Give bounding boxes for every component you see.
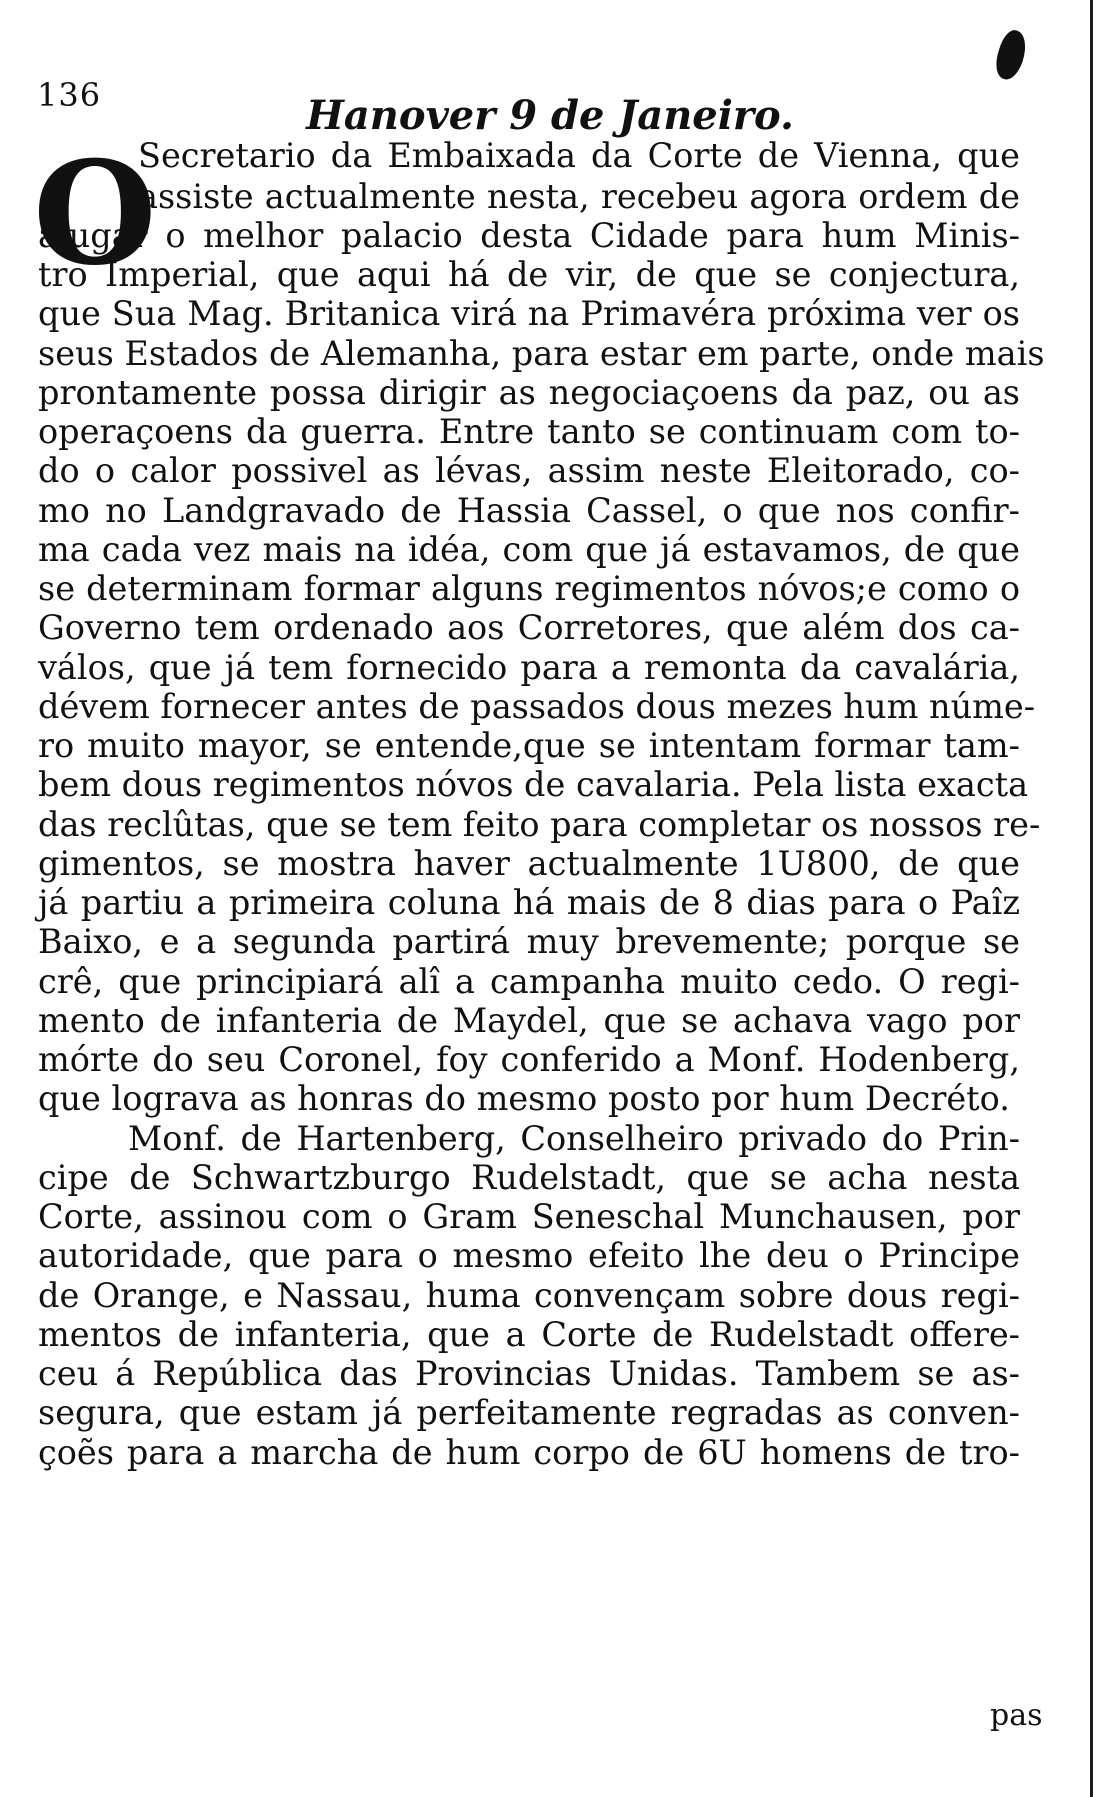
text-line: ma cada vez mais na idéa, com que já estavamos, de que bbox=[38, 530, 1020, 569]
text-line: alugar o melhor palacio desta Cidade para hum Minis- bbox=[38, 216, 1020, 255]
text-line: válos, que já tem fornecido para a remonta da cavalária, bbox=[38, 648, 1020, 687]
drop-cap: O bbox=[33, 131, 157, 297]
ink-blot-mark bbox=[991, 27, 1031, 83]
text-line: segura, que estam já perfeitamente regradas as conven- bbox=[38, 1393, 1020, 1432]
text-line: se determinam formar alguns regimentos nóvos;e como o bbox=[38, 569, 1020, 608]
text-line: ceu á República das Provincias Unidas. Tambem se as- bbox=[38, 1354, 1020, 1393]
text-line: tro Imperial, que aqui há de vir, de que se conjectura, bbox=[38, 255, 1020, 294]
text-line: cipe de Schwartzburgo Rudelstadt, que se acha nesta bbox=[38, 1158, 1020, 1197]
text-line: que Sua Mag. Britanica virá na Primavéra próxima ver os bbox=[38, 294, 1020, 333]
catchword: pas bbox=[990, 1698, 1043, 1733]
text-line: que lograva as honras do mesmo posto por hum Decréto. bbox=[38, 1079, 1010, 1118]
text-line: prontamente possa dirigir as negociaçoens da paz, ou as bbox=[38, 373, 1020, 412]
text-line: operaçoens da guerra. Entre tanto se continuam com to- bbox=[38, 412, 1020, 451]
text-line: mórte do seu Coronel, foy conferido a Monf. Hodenberg, bbox=[38, 1040, 1020, 1079]
page-right-edge bbox=[1090, 0, 1093, 1797]
text-line: Secretario da Embaixada da Corte de Vienna, que bbox=[138, 136, 1020, 175]
text-line: Baixo, e a segunda partirá muy brevemente; porque se bbox=[38, 922, 1020, 961]
text-line: já partiu a primeira coluna há mais de 8 dias para o Paîz bbox=[38, 883, 1020, 922]
text-line: çoẽs para a marcha de hum corpo de 6U homens de tro- bbox=[38, 1433, 1020, 1472]
text-line: das reclûtas, que se tem feito para completar os nossos re- bbox=[38, 805, 1041, 844]
page-number: 136 bbox=[37, 76, 102, 114]
text-line: mentos de infanteria, que a Corte de Rudelstadt offere- bbox=[38, 1315, 1020, 1354]
text-line: mo no Landgravado de Hassia Cassel, o que nos confir- bbox=[38, 491, 1020, 530]
text-line: Monf. de Hartenberg, Conselheiro privado do Prin- bbox=[128, 1119, 1020, 1158]
text-line: Governo tem ordenado aos Corretores, que além dos ca- bbox=[38, 608, 1020, 647]
text-line: crê, que principiará alî a campanha muito cedo. O regi- bbox=[38, 962, 1020, 1001]
text-line: seus Estados de Alemanha, para estar em parte, onde mais bbox=[38, 334, 1045, 373]
text-line: dévem fornecer antes de passados dous mezes hum núme- bbox=[38, 687, 1036, 726]
text-line: assiste actualmente nesta, recebeu agora ordem de bbox=[138, 177, 1020, 216]
text-line: bem dous regimentos nóvos de cavalaria. Pela lista exacta bbox=[38, 765, 1029, 804]
text-line: do o calor possivel as lévas, assim neste Eleitorado, co- bbox=[38, 451, 1020, 490]
text-line: mento de infanteria de Maydel, que se achava vago por bbox=[38, 1001, 1020, 1040]
text-line: autoridade, que para o mesmo efeito lhe deu o Principe bbox=[38, 1236, 1020, 1275]
dateline-heading: Hanover 9 de Janeiro. bbox=[306, 92, 794, 139]
text-line: Corte, assinou com o Gram Seneschal Munchausen, por bbox=[38, 1197, 1020, 1236]
text-line: de Orange, e Nassau, huma convençam sobre dous regi- bbox=[38, 1276, 1020, 1315]
text-line: ro muito mayor, se entende,que se intentam formar tam- bbox=[38, 726, 1020, 765]
text-line: gimentos, se mostra haver actualmente 1U800, de que bbox=[38, 844, 1020, 883]
